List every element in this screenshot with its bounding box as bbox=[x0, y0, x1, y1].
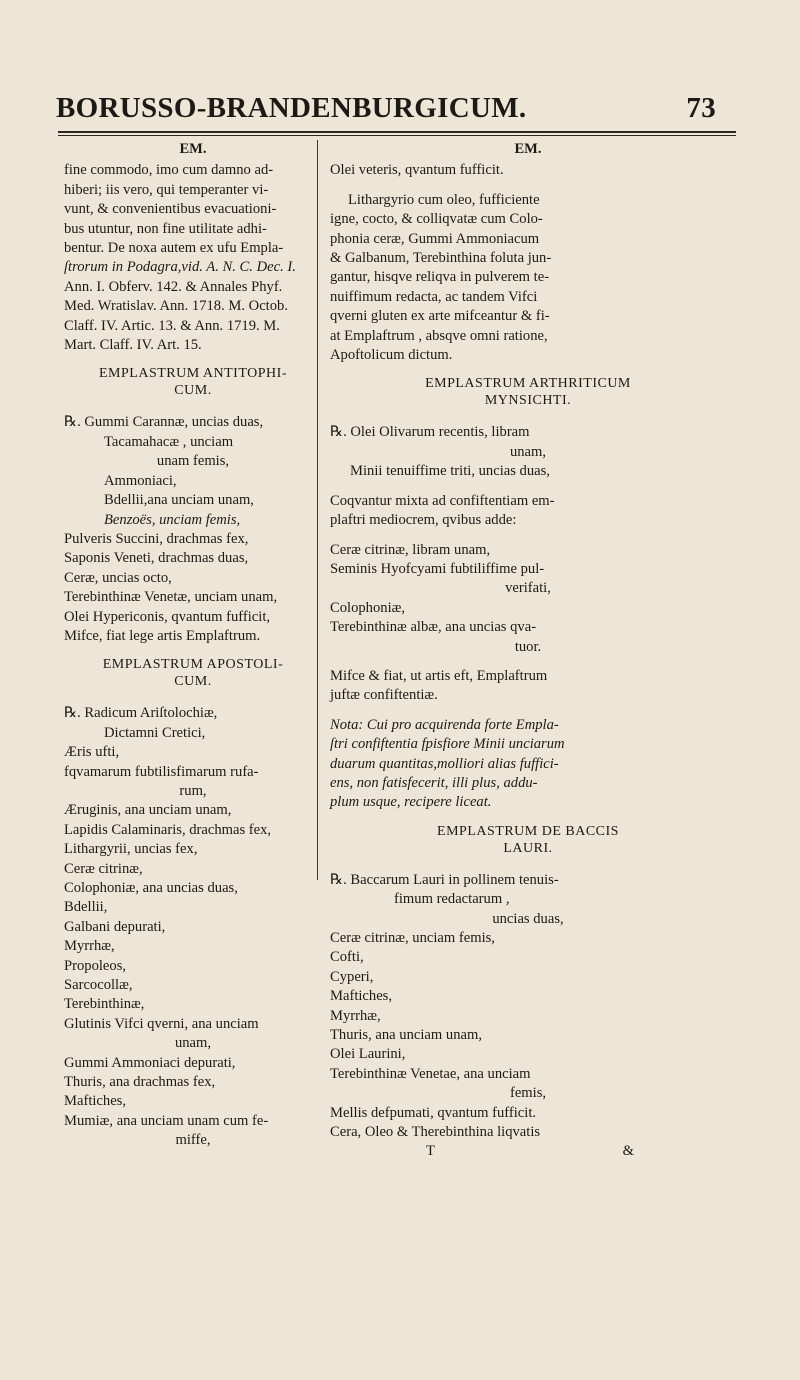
ingredient-line: Ammoniaci, bbox=[104, 472, 177, 489]
ingredient-line: Gummi Ammoniaci depurati, bbox=[64, 1054, 236, 1071]
ingredient-line: Bdellii, bbox=[64, 899, 108, 916]
left-column-head: EM. bbox=[179, 141, 207, 157]
recipe-title-line: LAURI. bbox=[503, 840, 553, 856]
ingredient-line: Mellis defpumati, qvantum fufficit. bbox=[330, 1104, 537, 1121]
text-line: Olei veteris, qvantum fufficit. bbox=[330, 162, 504, 179]
recipe-title bbox=[330, 823, 726, 857]
ingredient-line: Benzoës, unciam femis, bbox=[104, 511, 241, 528]
text-line: & Galbanum, Terebinthina foluta jun- bbox=[330, 250, 552, 267]
recipe-body bbox=[330, 492, 726, 531]
ingredient-line: Lithargyrii, uncias fex, bbox=[64, 841, 198, 858]
ingredient-line: Minii tenuiffime triti, uncias duas, bbox=[350, 463, 550, 480]
ingredient-line: unam femis, bbox=[156, 453, 230, 470]
text-line: Claff. IV. Artic. 13. & Ann. 1719. M. bbox=[64, 317, 280, 334]
ingredient-line: Olei Laurini, bbox=[330, 1046, 406, 1063]
text-line: gantur, hisqve reliqva in pulverem te- bbox=[330, 269, 550, 286]
ingredient-line: ℞. Baccarum Lauri in pollinem tenuis- bbox=[330, 871, 559, 888]
ingredient-line: Seminis Hyofcyami fubtiliffime pul- bbox=[330, 560, 545, 577]
header-rule-thin bbox=[58, 135, 736, 136]
ingredient-line: Lapidis Calaminaris, drachmas fex, bbox=[64, 821, 272, 838]
text-line: hiberi; iis vero, qui temperanter vi- bbox=[64, 181, 269, 198]
ingredient-line: Pulveris Succini, drachmas fex, bbox=[64, 530, 249, 547]
ingredient-line: Terebinthinæ Venetae, ana unciam bbox=[330, 1065, 531, 1082]
ingredient-line: Thuris, ana unciam unam, bbox=[330, 1027, 482, 1044]
recipe-title bbox=[330, 375, 726, 409]
ingredient-line: rum, bbox=[179, 782, 207, 799]
ingredient-line: Colophoniæ, bbox=[330, 599, 406, 616]
recipe-body bbox=[330, 667, 726, 706]
ingredient-line: Saponis Veneti, drachmas duas, bbox=[64, 550, 249, 567]
right-column-head: EM. bbox=[514, 141, 542, 157]
ingredient-line: fimum redactarum , bbox=[394, 891, 510, 908]
ingredient-line: miffe, bbox=[175, 1132, 211, 1149]
ingredient-line: Ceræ citrinæ, unciam femis, bbox=[330, 930, 495, 946]
text-line: igne, cocto, & colliqvatæ cum Colo- bbox=[330, 211, 543, 228]
text-line: Med. Wratislav. Ann. 1718. M. Octob. bbox=[64, 298, 288, 315]
right-column bbox=[322, 140, 726, 1162]
ingredient-line: Cofti, bbox=[330, 949, 364, 966]
ingredient-line: uncias duas, bbox=[492, 910, 564, 927]
intro-paragraph bbox=[64, 161, 322, 355]
text-line: nuiffimum redacta, ac tandem Vifci bbox=[330, 288, 538, 305]
text-line: phonia ceræ, Gummi Ammoniacum bbox=[330, 230, 540, 247]
ingredient-line: Maftiches, bbox=[330, 988, 393, 1005]
ingredient-line: Galbani depurati, bbox=[64, 918, 166, 935]
recipe-body bbox=[64, 413, 322, 646]
ingredient-line: Terebinthinæ, bbox=[64, 996, 145, 1013]
recipe-title-line: EMPLASTRUM ANTITOPHI- bbox=[99, 366, 287, 382]
text-line: plum usque, recipere liceat. bbox=[330, 794, 492, 811]
ingredient-line: Bdellii,ana unciam unam, bbox=[104, 492, 254, 509]
recipe-title-line: EMPLASTRUM ARTHRITICUM bbox=[425, 376, 631, 392]
ingredient-line: Propoleos, bbox=[64, 957, 127, 974]
ingredient-line: tuor. bbox=[514, 638, 542, 655]
text-line: bus utuntur, non fine utilitate adhi- bbox=[64, 220, 267, 237]
ingredient-line: Colophoniæ, ana uncias duas, bbox=[64, 880, 238, 896]
ingredient-line: Glutinis Vifci qverni, ana unciam bbox=[64, 1015, 259, 1032]
ingredient-line: Terebinthinæ albæ, ana uncias qva- bbox=[330, 619, 537, 636]
ingredient-line: Myrrhæ, bbox=[330, 1007, 381, 1024]
ingredient-line: Olei Hypericonis, qvantum fufficit, bbox=[64, 608, 271, 625]
ingredient-line: Maftiches, bbox=[64, 1093, 127, 1110]
ingredient-line: Æris ufti, bbox=[64, 744, 120, 761]
text-line: ens, non fatisfecerit, illi plus, addu- bbox=[330, 774, 538, 791]
text-line: ſtrorum in Podagra,vid. A. N. C. Dec. I. bbox=[64, 259, 296, 276]
ingredient-line: verifati, bbox=[505, 580, 551, 597]
ingredient-line: juftæ confiftentiæ. bbox=[330, 687, 438, 704]
ingredient-line: Myrrhæ, bbox=[64, 938, 115, 955]
recipe-title bbox=[64, 365, 322, 399]
method-paragraph bbox=[330, 191, 726, 366]
text-line: Apoftolicum dictum. bbox=[330, 347, 453, 364]
ingredient-line: Ceræ citrinæ, bbox=[64, 860, 143, 877]
ingredient-line: Mumiæ, ana unciam unam cum fe- bbox=[64, 1112, 269, 1129]
ingredient-line: plaftri mediocrem, qvibus adde: bbox=[330, 512, 517, 529]
recipe-body bbox=[330, 871, 726, 1143]
ingredient-line: Sarcocollæ, bbox=[64, 977, 133, 994]
ingredient-line: Cera, Oleo & Therebinthina liqvatis bbox=[330, 1124, 541, 1141]
recipe-body bbox=[330, 541, 726, 657]
recipe-title-line: CUM. bbox=[174, 674, 212, 690]
ingredient-line: unam, bbox=[509, 443, 547, 460]
ingredient-line: Ceræ, uncias octo, bbox=[64, 569, 172, 586]
ingredient-line: Terebinthinæ Venetæ, unciam unam, bbox=[64, 589, 278, 606]
text-line: Ann. I. Obferv. 142. & Annales Phyf. bbox=[64, 278, 283, 295]
ingredient-line: ℞. Olei Olivarum recentis, libram bbox=[330, 424, 530, 441]
recipe-title-line: MYNSICHTI. bbox=[484, 393, 572, 409]
signature-mark: T bbox=[426, 1143, 435, 1160]
recipe-title bbox=[64, 656, 322, 690]
ingredient-line: fqvamarum fubtilisfimarum rufa- bbox=[64, 763, 259, 780]
recipe-title-line: EMPLASTRUM DE BACCIS bbox=[437, 823, 619, 839]
running-title: BORUSSO-BRANDENBURGICUM. bbox=[56, 92, 527, 124]
ingredient-line: unam, bbox=[174, 1035, 212, 1052]
recipe-body bbox=[330, 423, 726, 481]
nota-paragraph bbox=[330, 716, 726, 813]
catchword: & bbox=[622, 1143, 634, 1160]
ingredient-line: Coqvantur mixta ad confiftentiam em- bbox=[330, 492, 555, 509]
header-rule bbox=[58, 131, 736, 133]
ingredient-line: Cyperi, bbox=[330, 968, 374, 985]
text-line: Mart. Claff. IV. Art. 15. bbox=[64, 337, 202, 354]
recipe-title-line: EMPLASTRUM APOSTOLI- bbox=[102, 657, 284, 673]
ingredient-line: femis, bbox=[509, 1085, 547, 1102]
recipe-body bbox=[64, 704, 322, 1150]
page-number: 73 bbox=[686, 92, 716, 124]
left-column bbox=[64, 140, 322, 1161]
page-header bbox=[56, 92, 716, 125]
ingredient-line: Tacamahacæ , unciam bbox=[104, 433, 234, 450]
recipe-title-line: CUM. bbox=[174, 383, 212, 399]
ingredient-line: ℞. Gummi Carannæ, uncias duas, bbox=[64, 414, 264, 431]
text-line: Nota: Cui pro acquirenda forte Empla- bbox=[330, 716, 559, 733]
ingredient-line: Dictamni Cretici, bbox=[104, 724, 206, 741]
ingredient-line: Thuris, ana drachmas fex, bbox=[64, 1074, 216, 1091]
text-line: vunt, & convenientibus evacuationi- bbox=[64, 201, 277, 218]
text-line: at Emplaftrum , absqve omni ratione, bbox=[330, 327, 548, 344]
ingredient-line: Mifce & fiat, ut artis eft, Emplaftrum bbox=[330, 667, 548, 684]
text-line: qverni gluten ex arte mifceantur & fi- bbox=[330, 308, 550, 325]
ingredient-line: Mifce, fiat lege artis Emplaftrum. bbox=[64, 627, 261, 644]
ingredient-line: Æruginis, ana unciam unam, bbox=[64, 802, 232, 819]
ingredient-line: Ceræ citrinæ, libram unam, bbox=[330, 541, 491, 558]
text-line: ſtri confiftentia fpisfiore Minii unciarum bbox=[330, 736, 565, 753]
page-footer bbox=[330, 1142, 726, 1161]
text-line: bentur. De noxa autem ex ufu Empla- bbox=[64, 240, 284, 257]
text-line: duarum quantitas,molliori alias fuffici- bbox=[330, 755, 559, 772]
ingredient-line: ℞. Radicum Ariſtolochiæ, bbox=[64, 705, 218, 722]
text-line: Lithargyrio cum oleo, fufficiente bbox=[348, 191, 540, 208]
text-line: fine commodo, imo cum damno ad- bbox=[64, 162, 274, 179]
